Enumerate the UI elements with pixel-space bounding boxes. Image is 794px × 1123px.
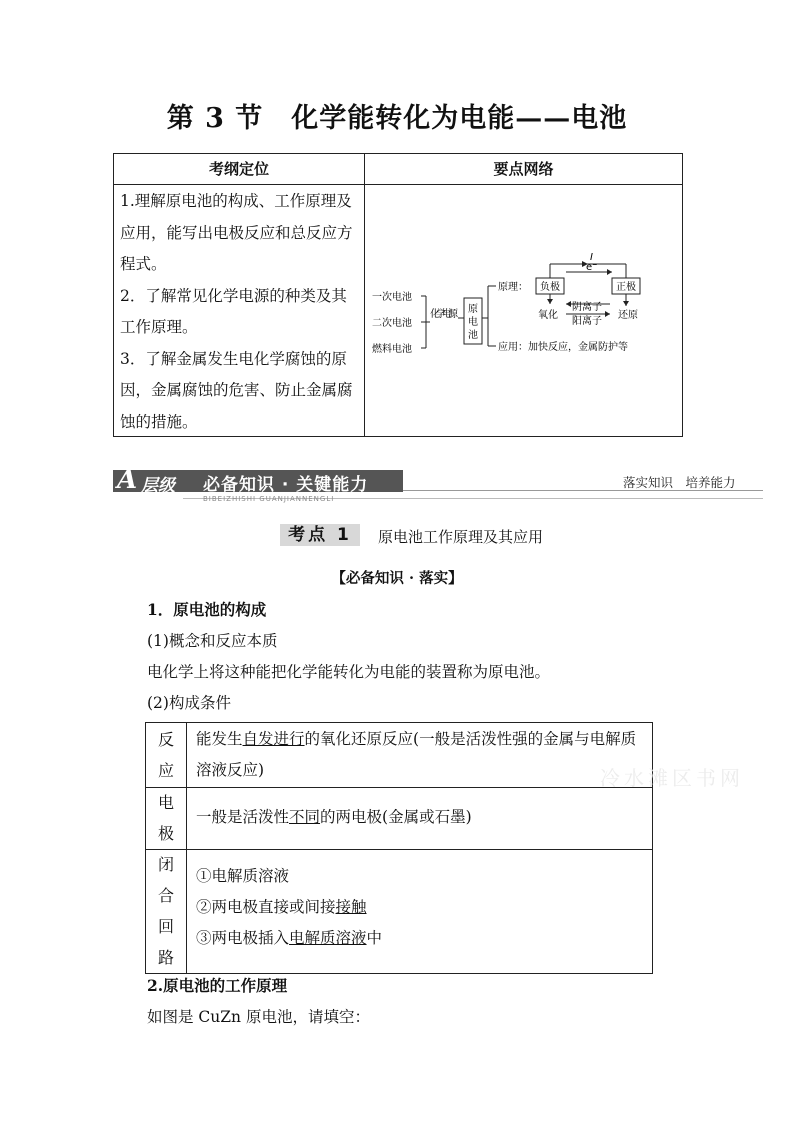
section-1a-heading: (1)概念和反应本质: [147, 632, 278, 650]
header-network: 要点网络: [493, 160, 554, 178]
banner-a: A: [117, 465, 138, 495]
banner-title: 必备知识 · 关键能力: [203, 475, 369, 495]
positive-electrode: 正极: [616, 282, 636, 293]
center-label-1: 原: [468, 304, 478, 315]
current-symbol: I: [590, 252, 593, 263]
section-banner: [113, 465, 736, 510]
kaodian-title: 原电池工作原理及其应用: [378, 528, 544, 546]
banner-pinyin: BIBEIZHISHI GUANJIANNENGLI: [203, 495, 335, 503]
electron-symbol: e⁻: [586, 262, 598, 273]
primary-battery-label: 一次电池: [372, 292, 412, 303]
section-1b-heading: (2)构成条件: [147, 694, 231, 712]
condition-text-reaction: 能发生自发进行的氧化还原反应(一般是活泼性强的金属与电解质溶液反应): [196, 730, 637, 779]
condition-text-electrode: 一般是活泼性不同的两电极(金属或石墨): [196, 808, 472, 826]
negative-electrode: 负极: [540, 282, 560, 293]
syllabus-goals: [120, 186, 358, 438]
reduction-label: 还原: [618, 310, 638, 321]
watermark: 冷水滩区书网: [600, 766, 744, 790]
goal-2: 2．了解常见化学电源的种类及其工作原理。: [120, 286, 347, 336]
cation-label: 阳离子: [572, 316, 602, 327]
kaodian-label: 考点 1: [280, 524, 360, 546]
oxidation-label: 氧化: [538, 310, 558, 321]
section-2-heading: 2.原电池的工作原理: [147, 976, 288, 995]
section-1a-text: 电化学上将这种能把化学能转化为电能的装置称为原电池。: [147, 663, 551, 681]
condition-head-reaction: 反 应: [146, 723, 187, 788]
application-label: 应用：加快反应，金属防护等: [498, 342, 628, 353]
kaodian-heading: [280, 524, 680, 546]
fuel-cell-label: 燃料电池: [372, 344, 412, 355]
section-2-text: 如图是 CuZn 原电池，请填空：: [147, 1008, 370, 1026]
conditions-table: [145, 722, 653, 974]
center-label-2: 电: [468, 317, 478, 328]
anion-label: 阴离子: [572, 302, 602, 313]
principle-label: 原理：: [498, 282, 528, 293]
goal-1: 1.理解原电池的构成、工作原理及应用，能写出电极反应和总反应方程式。: [120, 192, 353, 273]
knowledge-network-diagram: [366, 186, 680, 434]
condition-head-electrode: 电 极: [146, 787, 187, 849]
banner-slogan: 落实知识 培养能力: [623, 475, 736, 490]
condition-row-electrode: [146, 787, 652, 850]
banner-level: 层级: [141, 476, 175, 496]
knowledge-subheading: 【必备知识 · 落实】: [331, 570, 463, 587]
header-syllabus: 考纲定位: [208, 160, 269, 178]
secondary-battery-label: 二次电池: [372, 318, 412, 329]
goal-3: 3．了解金属发生电化学腐蚀的原因，金属腐蚀的危害、防止金属腐蚀的措施。: [120, 349, 353, 431]
condition-head-circuit: 闭 合 回 路: [146, 849, 187, 973]
condition-text-circuit: ①电解质溶液 ②两电极直接或间接接触 ③两电极插入电解质溶液中: [196, 867, 383, 947]
section-1-heading: 1．原电池的构成: [147, 600, 267, 619]
condition-row-circuit: [146, 849, 652, 973]
center-label-3: 池: [468, 330, 478, 341]
condition-row-reaction: [146, 723, 652, 788]
hub-label: 化学电源: [430, 309, 458, 320]
page-title: 第 3 节 化学能转化为电能——电池: [166, 103, 628, 134]
syllabus-table: [113, 153, 683, 437]
